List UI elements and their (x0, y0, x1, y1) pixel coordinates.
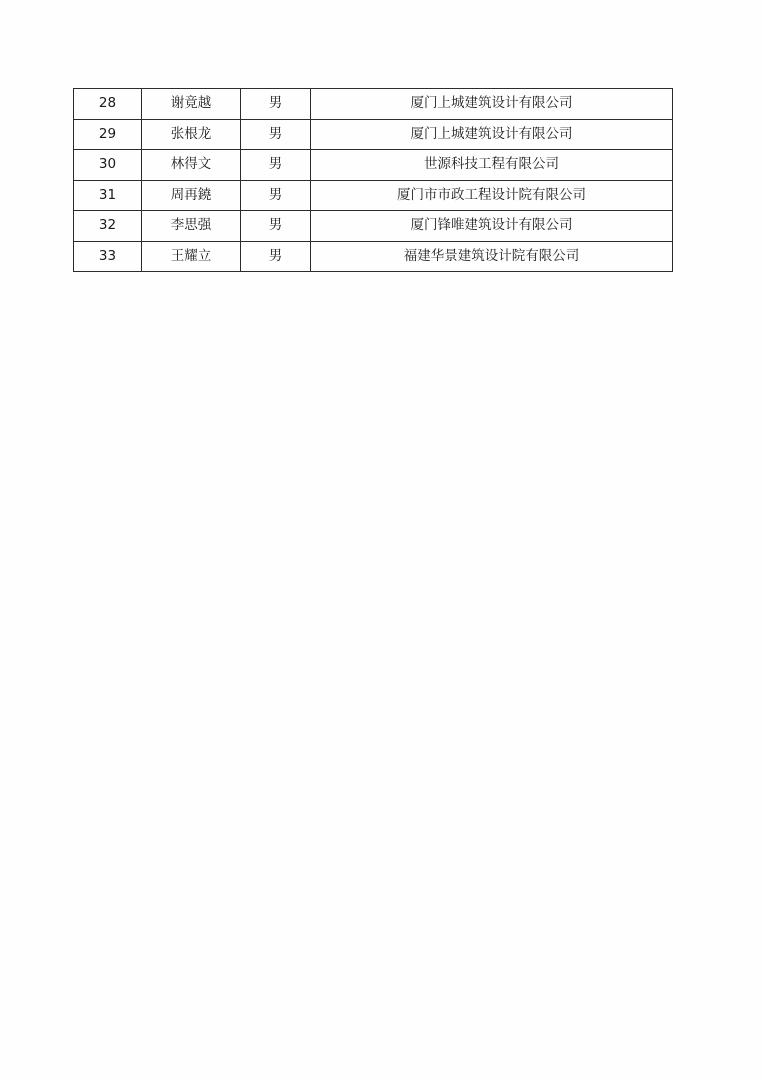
organization: 福建华景建筑设计院有限公司 (311, 241, 673, 272)
row-number: 31 (74, 180, 142, 211)
person-gender: 男 (241, 180, 311, 211)
row-number: 29 (74, 119, 142, 150)
table-row (74, 150, 673, 181)
row-number: 33 (74, 241, 142, 272)
row-number: 28 (74, 89, 142, 120)
person-gender: 男 (241, 241, 311, 272)
table-row (74, 211, 673, 242)
organization: 厦门上城建筑设计有限公司 (311, 89, 673, 120)
row-number: 32 (74, 211, 142, 242)
person-name: 林得文 (142, 150, 241, 181)
person-gender: 男 (241, 150, 311, 181)
organization: 厦门市市政工程设计院有限公司 (311, 180, 673, 211)
person-name: 谢竟越 (142, 89, 241, 120)
table-row (74, 119, 673, 150)
row-number: 30 (74, 150, 142, 181)
organization: 厦门上城建筑设计有限公司 (311, 119, 673, 150)
person-gender: 男 (241, 89, 311, 120)
table-row (74, 180, 673, 211)
personnel-table (73, 88, 673, 272)
organization: 世源科技工程有限公司 (311, 150, 673, 181)
person-name: 李思强 (142, 211, 241, 242)
table-row (74, 241, 673, 272)
person-gender: 男 (241, 211, 311, 242)
organization: 厦门锋唯建筑设计有限公司 (311, 211, 673, 242)
person-name: 张根龙 (142, 119, 241, 150)
person-gender: 男 (241, 119, 311, 150)
person-name: 周再鐃 (142, 180, 241, 211)
table-row (74, 89, 673, 120)
person-name: 王耀立 (142, 241, 241, 272)
